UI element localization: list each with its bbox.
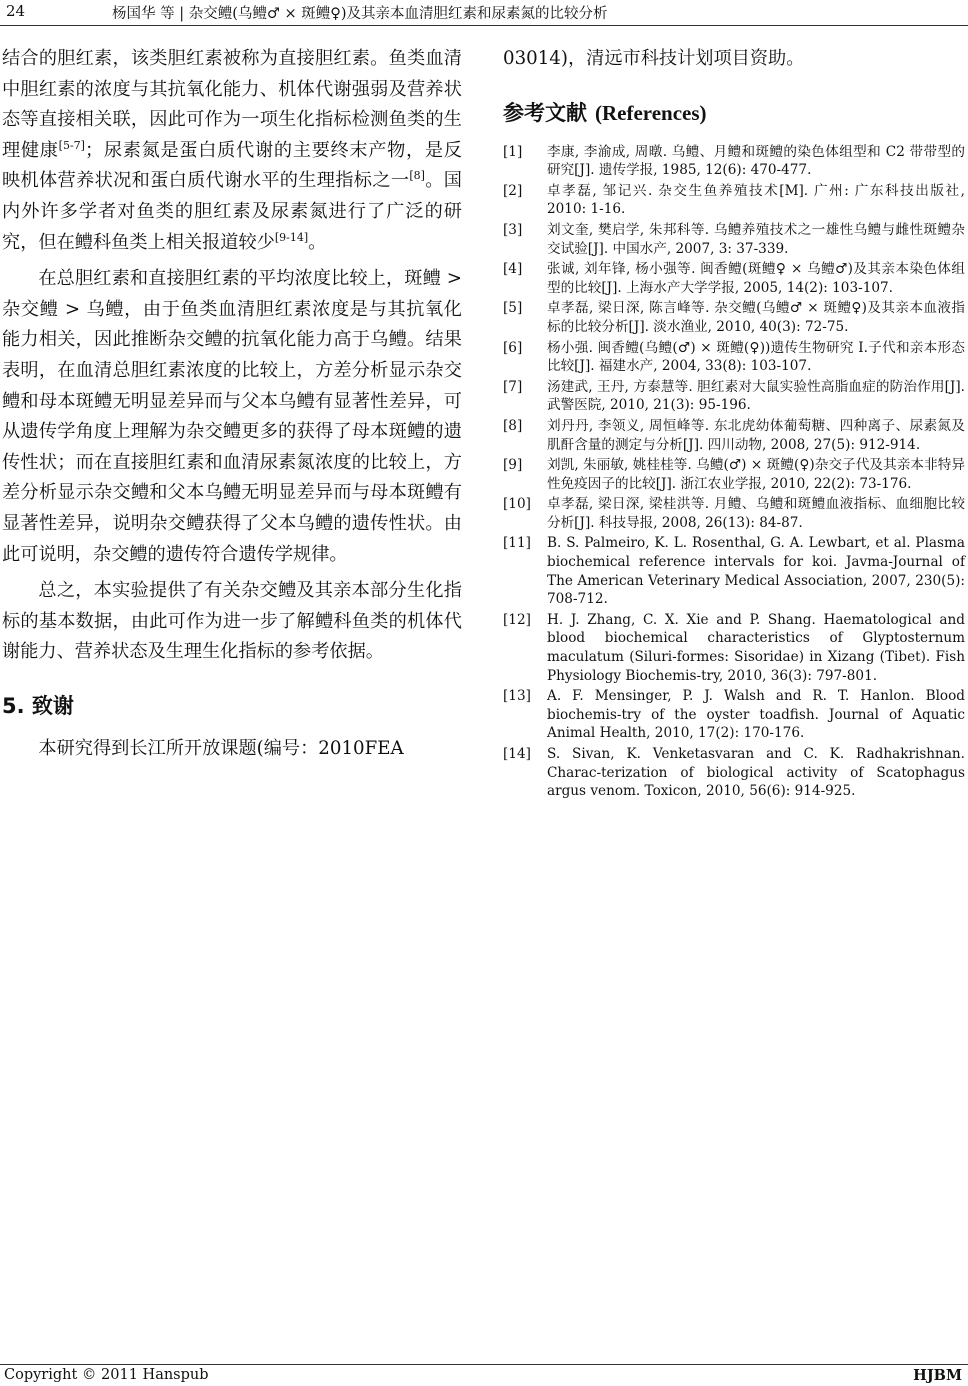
footer-rule — [0, 1364, 968, 1365]
reference-text: 卓孝磊, 梁日深, 梁桂洪等. 月鳢、乌鳢和斑鳢血液指标、血细胞比较分析[J]. 科技导报, 2008, 26(13): 84-87. — [547, 496, 965, 531]
paragraph-3: 总之，本实验提供了有关杂交鳢及其亲本部分生化指标的基本数据，由此可作为进一步了解鳢科鱼类的机体代谢能力、营养状态及生理生化指标的参考依据。 — [2, 580, 462, 663]
reference-number: [12] — [503, 611, 531, 628]
reference-item — [503, 339, 965, 376]
reference-list — [503, 143, 965, 801]
reference-text: 刘凯, 朱丽敏, 姚桂桂等. 乌鳢(♂) × 斑鳢(♀)杂交子代及其亲本非特异性免疫因子的比较[J]. 浙江农业学报, 2010, 22(2): 73-176. — [547, 457, 965, 492]
reference-text: 张诚, 刘年锋, 杨小强等. 闽香鳢(斑鳢♀ × 乌鳢♂)及其亲本染色体组型的比较[J]. 上海水产大学学报, 2005, 14(2): 103-107. — [547, 261, 965, 296]
reference-text: 卓孝磊, 梁日深, 陈言峰等. 杂交鳢(乌鳢♂ × 斑鳢♀)及其亲本血液指标的比较分析[J]. 淡水渔业, 2010, 40(3): 72-75. — [547, 300, 965, 335]
reference-number: [6] — [503, 339, 523, 356]
reference-item — [503, 417, 965, 454]
running-title: 杨国华 等 | 杂交鳢(乌鳢♂ × 斑鳢♀)及其亲本血清胆红素和尿素氮的比较分析 — [112, 6, 608, 22]
reference-text: 刘丹丹, 李领义, 周恒峰等. 东北虎幼体葡萄糖、四种离子、尿素氮及肌酐含量的测定与分析[J]. 四川动物, 2008, 27(5): 912-914. — [547, 417, 965, 453]
references-heading-cn: 参考文献 — [503, 100, 587, 125]
reference-item — [503, 260, 965, 297]
paragraph-1 — [2, 44, 462, 258]
reference-text: 刘文奎, 樊启学, 朱邦科等. 乌鳢养殖技术之一雄性乌鳢与雌性斑鳢杂交试验[J]. 中国水产, 2007, 3: 37-339. — [547, 221, 965, 257]
reference-number: [11] — [503, 535, 531, 552]
reference-number: [14] — [503, 746, 531, 762]
reference-number: [9] — [503, 457, 523, 474]
left-column — [2, 44, 462, 764]
reference-number: [10] — [503, 496, 531, 513]
reference-item — [503, 221, 965, 258]
reference-item — [503, 378, 965, 415]
citation-9-14[interactable]: [9-14] — [274, 230, 309, 244]
reference-item — [503, 456, 965, 493]
reference-number: [8] — [503, 417, 523, 434]
journal-abbreviation: HJBM — [913, 1367, 962, 1384]
reference-text: 卓孝磊, 邹记兴. 杂交生鱼养殖技术[M]. 广州: 广东科技出版社, 2010: 1-16. — [547, 182, 965, 218]
reference-item — [503, 143, 965, 180]
paragraph-1-text-a: 结合的胆红素，该类胆红素被称为直接胆红素。鱼类血清中胆红素的浓度与其抗氧化能力、机体代谢强弱及营养状态等直接相关联，因此可作为一项生化指标检测鱼类的生理健康 — [2, 48, 462, 161]
page-number: 24 — [6, 2, 26, 20]
reference-text: 汤建武, 王丹, 方泰慧等. 胆红素对大鼠实验性高脂血症的防治作用[J]. 武警医院, 2010, 21(3): 95-196. — [547, 378, 965, 414]
reference-item — [503, 611, 965, 685]
citation-8[interactable]: [8] — [409, 169, 425, 183]
reference-number: [5] — [503, 300, 523, 317]
reference-item — [503, 182, 965, 219]
reference-item — [503, 495, 965, 532]
references-heading-en: (References) — [595, 100, 707, 125]
reference-text: S. Sivan, K. Venketasvaran and C. K. Radhakrishnan. Charac-terization of biological activity of Scatophagus argus venom. Toxicon, 2010, 56(6): 914-925. — [547, 746, 965, 800]
reference-item — [503, 745, 965, 801]
reference-item — [503, 687, 965, 743]
paragraph-2: 在总胆红素和直接胆红素的平均浓度比较上，斑鳢 > 杂交鳢 > 乌鳢，由于鱼类血清胆红素浓度是与其抗氧化能力相关，因此推断杂交鳢的抗氧化能力高于乌鳢。结果表明，在血清总胆红素浓度的比较上，方差分析显示杂交鳢和母本斑鳢无明显差异而与父本乌鳢有显著性差异，可从遗传学角度上理解为杂交鳢更多的获得了母本斑鳢的遗传性状；而在直接胆红素和血清尿素氮浓度的比较上，方差分析显示杂交鳢和父本乌鳢无明显差异而与母本斑鳢有显著性差异，说明杂交鳢获得了父本乌鳢的遗传性状。由此可说明，杂交鳢的遗传符合遗传学规律。 — [2, 268, 462, 565]
reference-number: [13] — [503, 688, 531, 705]
paragraph-1-text-c: 。国内外许多学者对鱼类的胆红素及尿素氮进行了广泛的研究，但在鳢科鱼类上相关报道较少 — [2, 170, 462, 253]
paragraph-4: 本研究得到长江所开放课题(编号：2010FEA — [38, 737, 404, 759]
reference-text: A. F. Mensinger, P. J. Walsh and R. T. Hanlon. Blood biochemis-try of the oyster toadfish. Journal of Aquatic Animal Health, 2010, 17(2): 170-176. — [547, 688, 965, 742]
references-heading — [503, 97, 965, 127]
section-heading-acknowledgement: 5. 致谢 — [2, 693, 74, 718]
copyright-notice: Copyright © 2011 Hanspub — [4, 1367, 209, 1383]
citation-5-7[interactable]: [5-7] — [58, 138, 85, 152]
right-column — [503, 44, 965, 803]
paragraph-1-text-d: 。 — [308, 231, 327, 253]
reference-text: H. J. Zhang, C. X. Xie and P. Shang. Haematological and blood biochemical characteristics of Glyptosternum maculatum (Siluri-formes: Sisoridae) in Xizang (Tibet). Fish Physiology Biochemis-try, 2010, 36(3): 797-801. — [547, 611, 965, 684]
reference-number: [7] — [503, 378, 523, 395]
reference-number: [4] — [503, 261, 523, 278]
reference-number: [1] — [503, 143, 523, 160]
reference-text: B. S. Palmeiro, K. L. Rosenthal, G. A. Lewbart, et al. Plasma biochemical reference intervals for koi. Javma-Journal of The American Veterinary Medical Association, 2007, 230(5): 708-712. — [547, 535, 965, 608]
page-header — [0, 0, 968, 26]
reference-text: 杨小强. 闽香鳢(乌鳢(♂) × 斑鳢(♀))遗传生物研究 I.子代和亲本形态比较[J]. 福建水产, 2004, 33(8): 103-107. — [547, 339, 965, 375]
reference-number: [2] — [503, 182, 523, 199]
acknowledgement-continuation: 03014)，清远市科技计划项目资助。 — [503, 48, 805, 69]
header-rule — [0, 25, 968, 26]
reference-text: 李康, 李渝成, 周暾. 乌鳢、月鳢和斑鳢的染色体组型和 C2 带带型的研究[J]. 遗传学报, 1985, 12(6): 470-477. — [547, 143, 965, 179]
reference-item — [503, 534, 965, 608]
page-footer — [0, 1364, 968, 1386]
paragraph-1-text-b: ；尿素氮是蛋白质代谢的主要终末产物，是反映机体营养状况和蛋白质代谢水平的生理指标之一 — [2, 139, 462, 192]
reference-number: [3] — [503, 221, 523, 238]
reference-item — [503, 299, 965, 336]
